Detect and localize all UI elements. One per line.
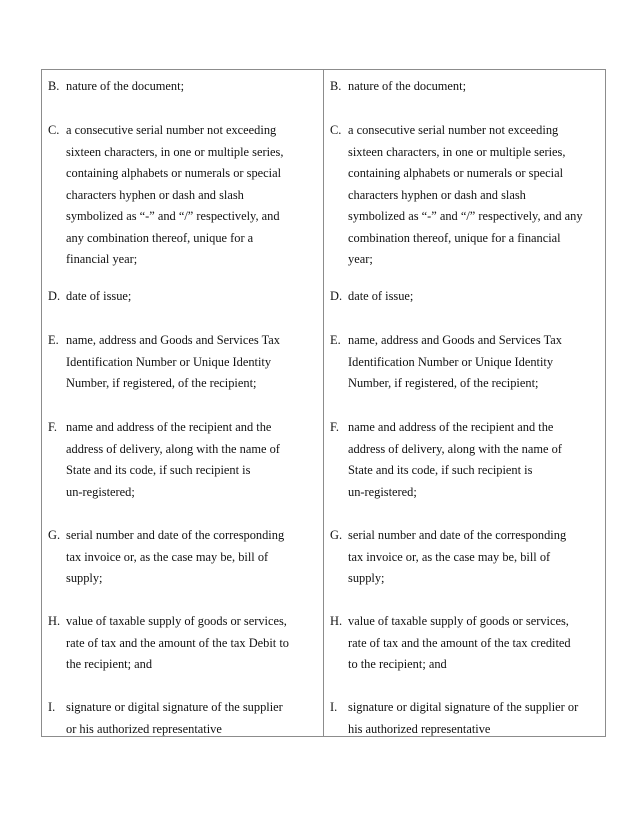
item-f (48, 417, 319, 503)
item-b (48, 76, 319, 98)
item-text-line: nature of the document; (348, 79, 467, 93)
item-text-line: date of issue; (66, 289, 132, 303)
item-d (48, 286, 319, 308)
item-i (48, 697, 319, 740)
item-text-line: nature of the document; (66, 79, 185, 93)
item-text-line: State and its code, if such recipient is (66, 463, 251, 477)
item-text-line: containing alphabets or numerals or special (66, 166, 282, 180)
item-c (48, 120, 319, 271)
item-text-line: sixteen characters, in one or multiple series, (66, 144, 284, 159)
item-text-line: the recipient; and (66, 657, 153, 671)
item-text-line: supply; (348, 571, 385, 585)
item-text-line: value of taxable supply of goods or services, (66, 614, 287, 628)
item-text-line: serial number and date of the corresponding (348, 528, 567, 542)
item-text (348, 76, 601, 98)
item-text (348, 286, 601, 308)
item-f (330, 417, 601, 503)
item-letter: I. (48, 700, 56, 714)
item-g (330, 525, 601, 590)
item-letter: E. (330, 333, 341, 347)
comparison-table (41, 69, 606, 737)
item-text-line: symbolized as “-” and “/” respectively, and any (348, 209, 583, 223)
item-h (330, 611, 601, 676)
item-letter: G. (48, 528, 61, 542)
item-text-line: year; (348, 252, 373, 266)
item-text-line: address of delivery, along with the name of (348, 441, 562, 456)
item-letter: D. (330, 289, 343, 303)
item-text (66, 417, 319, 503)
item-text (348, 330, 601, 395)
item-letter: D. (48, 289, 61, 303)
item-i (330, 697, 601, 740)
item-text (348, 611, 601, 676)
item-text-line: value of taxable supply of goods or services, (348, 614, 569, 628)
item-text-line: address of delivery, along with the name of (66, 441, 280, 456)
item-letter: F. (330, 420, 339, 434)
item-text-line: signature or digital signature of the supplier or (348, 700, 579, 714)
item-text (66, 525, 319, 590)
item-text (66, 611, 319, 676)
item-text-line: tax invoice or, as the case may be, bill of (348, 549, 551, 564)
item-letter: G. (330, 528, 343, 542)
item-text-line: name, address and Goods and Services Tax (66, 333, 280, 347)
item-text-line: Number, if registered, of the recipient; (66, 376, 257, 390)
item-letter: E. (48, 333, 59, 347)
item-text-line: combination thereof, unique for a financial (348, 230, 561, 245)
item-c (330, 120, 601, 271)
item-letter: B. (48, 79, 60, 93)
item-text-line: a consecutive serial number not exceeding (66, 123, 277, 137)
item-text-line: date of issue; (348, 289, 414, 303)
item-text (66, 330, 319, 395)
item-text-line: un-registered; (348, 484, 417, 499)
item-letter: B. (330, 79, 342, 93)
item-text-line: un-registered; (66, 484, 135, 499)
item-text-line: signature or digital signature of the supplier (66, 700, 283, 714)
item-text-line: Identification Number or Unique Identity (66, 354, 272, 369)
item-letter: C. (48, 123, 60, 137)
item-text-line: rate of tax and the amount of the tax credited (348, 635, 571, 650)
item-text-line: or his authorized representative (66, 721, 222, 736)
item-text-line: characters hyphen or dash and slash (66, 187, 244, 202)
item-text (66, 120, 319, 271)
item-b (330, 76, 601, 98)
item-text-line: name and address of the recipient and the (66, 420, 272, 434)
item-letter: H. (330, 614, 343, 628)
item-text (348, 525, 601, 590)
item-text-line: his authorized representative (348, 721, 491, 736)
item-text (348, 417, 601, 503)
item-text-line: characters hyphen or dash and slash (348, 187, 526, 202)
item-text-line: a consecutive serial number not exceeding (348, 123, 559, 137)
item-text-line: State and its code, if such recipient is (348, 463, 533, 477)
item-letter: C. (330, 123, 342, 137)
item-text-line: any combination thereof, unique for a (66, 230, 254, 245)
item-text (66, 697, 319, 740)
item-text (66, 286, 319, 308)
item-text-line: sixteen characters, in one or multiple series, (348, 144, 566, 159)
item-d (330, 286, 601, 308)
item-text-line: rate of tax and the amount of the tax Debit to (66, 635, 289, 650)
item-text-line: name and address of the recipient and the (348, 420, 554, 434)
item-text-line: Number, if registered, of the recipient; (348, 376, 539, 390)
item-text-line: symbolized as “-” and “/” respectively, and (66, 209, 280, 223)
right-column (324, 70, 605, 736)
item-letter: F. (48, 420, 57, 434)
item-text (348, 697, 601, 740)
item-text-line: supply; (66, 571, 103, 585)
item-text-line: tax invoice or, as the case may be, bill of (66, 549, 269, 564)
item-g (48, 525, 319, 590)
item-text-line: serial number and date of the corresponding (66, 528, 285, 542)
item-text-line: Identification Number or Unique Identity (348, 354, 554, 369)
item-text (66, 76, 319, 98)
left-column (42, 70, 324, 736)
item-letter: I. (330, 700, 338, 714)
item-letter: H. (48, 614, 61, 628)
item-e (48, 330, 319, 395)
item-text (348, 120, 601, 271)
item-text-line: financial year; (66, 252, 138, 266)
item-h (48, 611, 319, 676)
item-text-line: to the recipient; and (348, 657, 447, 671)
item-text-line: name, address and Goods and Services Tax (348, 333, 562, 347)
item-e (330, 330, 601, 395)
item-text-line: containing alphabets or numerals or special (348, 166, 564, 180)
